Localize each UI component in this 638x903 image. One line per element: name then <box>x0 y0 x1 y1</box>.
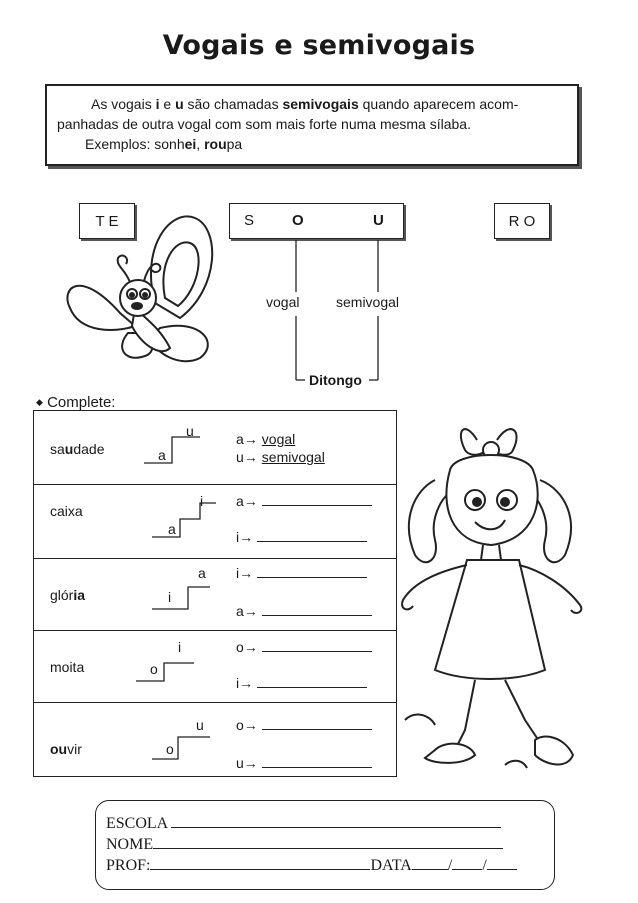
syllable-te: T E <box>95 212 119 230</box>
answer-prefix: i→ <box>236 675 254 691</box>
syllable-ro: R O <box>508 212 536 230</box>
syllable-stair <box>152 569 222 613</box>
page-title: Vogais e semivogais <box>162 30 476 61</box>
syllable-u: U <box>373 212 384 229</box>
syllable-stair <box>136 643 206 687</box>
label-ditongo: Ditongo <box>309 372 362 388</box>
word-part-bold: ia <box>73 587 86 603</box>
answer-line <box>236 755 372 771</box>
word <box>50 503 83 519</box>
example-text: pa <box>226 136 243 152</box>
rule-examples <box>57 134 567 154</box>
stair-low-letter: o <box>150 661 158 677</box>
student-info-box <box>95 800 555 890</box>
syllable-box-sou <box>229 203 404 239</box>
word-part: caixa <box>50 503 83 519</box>
footer-nome-row <box>106 834 554 855</box>
rule-line-1 <box>57 94 567 114</box>
rule-box <box>45 84 579 166</box>
answer-line <box>236 639 372 655</box>
answer-blank[interactable] <box>262 493 372 506</box>
word-part: moita <box>50 659 85 675</box>
example-sep: , <box>196 136 205 152</box>
exercise-table <box>33 410 397 777</box>
answer-line <box>236 529 367 545</box>
answer-line <box>236 493 372 509</box>
rule-text: quando aparecem acom- <box>358 96 519 112</box>
answer-blank[interactable] <box>262 755 372 768</box>
answer-line <box>236 717 372 733</box>
footer-escola-row <box>106 813 554 834</box>
month-field[interactable] <box>452 855 482 870</box>
answer-line <box>236 449 325 465</box>
stair-low-letter: i <box>168 589 172 605</box>
label-semivogal: semivogal <box>336 294 400 310</box>
answer-prefix: a→ <box>236 603 258 619</box>
answer-line <box>236 675 367 691</box>
syllable-s: S <box>244 212 255 229</box>
word <box>50 741 82 757</box>
stair-high-letter: i <box>178 639 182 655</box>
word-part-bold: u <box>64 441 74 457</box>
answer-prefix: u→ <box>236 755 258 771</box>
stair-low-letter: a <box>168 521 176 537</box>
escola-label: ESCOLA <box>106 815 168 832</box>
answer-prefix: o→ <box>236 639 258 655</box>
stair-high-letter: u <box>196 717 204 733</box>
rule-text: e <box>159 96 176 112</box>
label-vogal: vogal <box>266 294 300 310</box>
prof-field[interactable] <box>150 855 370 870</box>
syllable-box-ro <box>494 203 550 239</box>
word <box>50 441 105 457</box>
answer-prefix: i→ <box>236 565 254 581</box>
word-part-bold: ou <box>50 741 68 757</box>
answer-line <box>236 603 372 619</box>
data-label: DATA <box>370 857 412 874</box>
complete-label: Complete: <box>47 394 116 411</box>
answer-prefix: a→ <box>236 493 258 509</box>
date-separator: / <box>482 857 487 874</box>
table-row <box>34 485 396 559</box>
table-row <box>34 559 396 631</box>
example-bold: rou <box>204 136 227 152</box>
answer-line <box>236 431 295 447</box>
answer-line <box>236 565 367 581</box>
prof-label: PROF: <box>106 857 151 874</box>
rule-bold-semivogais: semivogais <box>282 96 359 112</box>
syllable-stair <box>152 719 222 763</box>
stair-low-letter: a <box>158 447 166 463</box>
table-row <box>34 631 396 703</box>
diamond-bullet-icon: ◆ <box>36 397 43 407</box>
example-bold: ei <box>184 136 197 152</box>
answer-blank[interactable] <box>257 565 367 578</box>
syllable-stair <box>152 497 222 541</box>
word <box>50 659 84 675</box>
rule-bold-u: u <box>175 96 184 112</box>
nome-label: NOME <box>106 836 154 853</box>
table-row <box>34 411 396 485</box>
answer-prefix: a→ <box>236 431 258 447</box>
answer-blank[interactable] <box>257 675 367 688</box>
rule-bold-i: i <box>155 96 160 112</box>
day-field[interactable] <box>412 855 448 870</box>
girl-illustration <box>395 420 590 780</box>
butterfly-illustration <box>60 208 225 368</box>
footer-prof-row <box>106 855 554 876</box>
table-row <box>34 703 396 775</box>
escola-field[interactable] <box>171 813 501 828</box>
stair-low-letter: o <box>166 741 174 757</box>
answer-prefix: u→ <box>236 449 258 465</box>
answer-value: vogal <box>261 431 296 447</box>
rule-text: As vogais <box>91 96 156 112</box>
date-separator: / <box>447 857 453 874</box>
answer-blank[interactable] <box>262 717 372 730</box>
answer-value: semivogal <box>261 449 325 465</box>
syllable-o: O <box>292 212 304 229</box>
syllable-stair <box>144 427 204 467</box>
answer-prefix: i→ <box>236 529 254 545</box>
word-part: vir <box>67 741 82 757</box>
word-part: glór <box>50 587 74 603</box>
word <box>50 587 85 603</box>
stair-high-letter: u <box>186 423 194 439</box>
rule-text: são chamadas <box>183 96 283 112</box>
rule-line-2: panhadas de outra vogal com som mais forte numa mesma sílaba. <box>57 116 471 132</box>
complete-heading <box>36 394 115 411</box>
answer-blank[interactable] <box>257 529 367 542</box>
stair-high-letter: i <box>200 493 204 509</box>
word-part: sa <box>50 441 65 457</box>
answer-blank[interactable] <box>262 603 372 616</box>
ditongo-bracket <box>255 240 405 390</box>
word-part: dade <box>73 441 105 457</box>
stair-high-letter: a <box>198 565 206 581</box>
nome-field[interactable] <box>153 834 503 849</box>
answer-prefix: o→ <box>236 717 258 733</box>
answer-blank[interactable] <box>262 639 372 652</box>
example-text: sonh <box>154 136 185 152</box>
examples-label: Exemplos: <box>85 136 155 152</box>
year-field[interactable] <box>487 855 517 870</box>
